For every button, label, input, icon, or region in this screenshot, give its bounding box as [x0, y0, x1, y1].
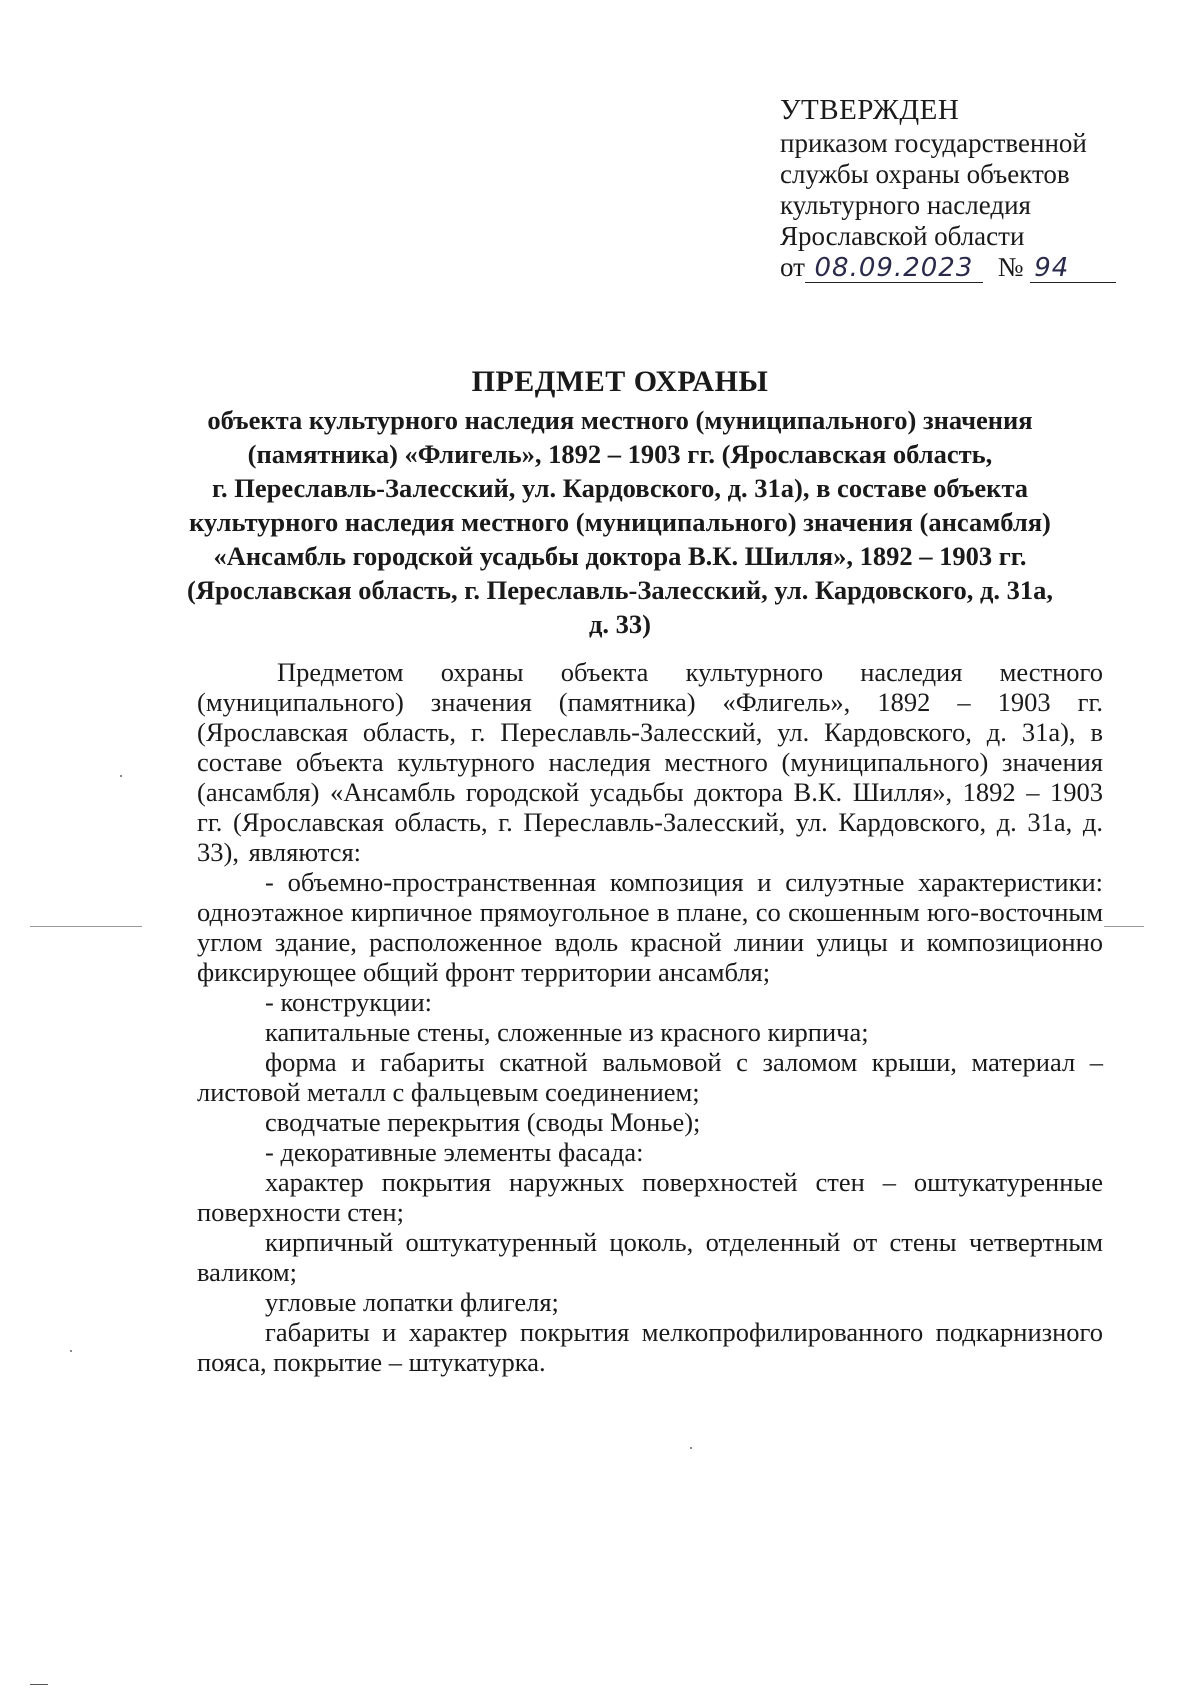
subtitle-line: (памятника) «Флигель», 1892 – 1903 гг. (Ярославская область, — [247, 439, 993, 469]
page-title: ПРЕДМЕТ ОХРАНЫ — [471, 365, 769, 398]
scan-artifact — [70, 1350, 72, 1352]
approval-line: приказом государственной — [780, 128, 1087, 158]
list-item: форма и габариты скатной вальмовой с заломом крыши, материал – листовой металл с фальцевым соединением; — [197, 1047, 1103, 1107]
intro-paragraph: Предметом охраны объекта культурного наследия местного (муниципального) значения (памятника) «Флигель», 1892 – 1903 гг. (Ярославская область, г. Переславль-Залесский, ул. Кардовского, д. 31а), в составе объекта культурного наследия местного (муниципального) значения (ансамбля) «Ансамбль городской усадьбы доктора В.К. Шилля», 1892 – 1903 гг. (Ярославская область, г. Переславль-Залесский, ул. Кардовского, д. 31а, д. 33), являются: — [197, 657, 1103, 867]
scan-artifact — [1104, 926, 1144, 927]
list-item: габариты и характер покрытия мелкопрофилированного подкарнизного пояса, покрытие – штукатурка. — [197, 1317, 1103, 1377]
approval-line: Ярославской области — [780, 221, 1025, 251]
scan-artifact — [30, 926, 142, 927]
list-item: капитальные стены, сложенные из красного кирпича; — [265, 1017, 869, 1047]
list-item: сводчатые перекрытия (своды Монье); — [265, 1107, 701, 1137]
approval-line: службы охраны объектов — [780, 159, 1070, 189]
approval-number: 94 — [1030, 254, 1116, 283]
scan-artifact — [120, 775, 122, 777]
subtitle-line: г. Переславль-Залесский, ул. Кардовского, д. 31а), в составе объекта — [211, 473, 1029, 503]
list-item: - объемно-пространственная композиция и силуэтные характеристики: одноэтажное кирпичное прямоугольное в плане, со скошенным юго-восточным углом здание, расположенное вдоль красной линии улицы и композиционно фиксирующее общий фронт территории ансамбля; — [197, 867, 1103, 987]
approval-title: УТВЕРЖДЕН — [780, 94, 960, 126]
subtitle-line: д. 33) — [589, 609, 651, 639]
subtitle-line: объекта культурного наследия местного (муниципального) значения — [207, 405, 1033, 435]
date-prefix: от — [780, 252, 805, 282]
list-item: кирпичный оштукатуренный цоколь, отделенный от стены четвертным валиком; — [197, 1227, 1103, 1287]
list-item: - конструкции: — [265, 987, 433, 1017]
subtitle-line: (Ярославская область, г. Переславль-Залесский, ул. Кардовского, д. 31а, — [186, 575, 1054, 605]
approval-block — [780, 95, 1110, 286]
document-body — [197, 657, 1103, 1377]
approval-date: 08.09.2023 — [805, 254, 983, 283]
list-item: угловые лопатки флигеля; — [265, 1287, 559, 1317]
approval-line: культурного наследия — [780, 190, 1031, 220]
number-prefix: № — [997, 252, 1024, 282]
title-block — [180, 365, 1060, 641]
subtitle-line: «Ансамбль городской усадьбы доктора В.К. Шилля», 1892 – 1903 гг. — [213, 541, 1027, 571]
scan-artifact — [690, 1447, 692, 1449]
scan-artifact — [30, 1684, 48, 1685]
approval-date-row — [780, 252, 1110, 286]
list-item: характер покрытия наружных поверхностей стен – оштукатуренные поверхности стен; — [197, 1167, 1103, 1227]
list-item: - декоративные элементы фасада: — [265, 1137, 644, 1167]
subtitle-line: культурного наследия местного (муниципального) значения (ансамбля) — [189, 507, 1051, 537]
